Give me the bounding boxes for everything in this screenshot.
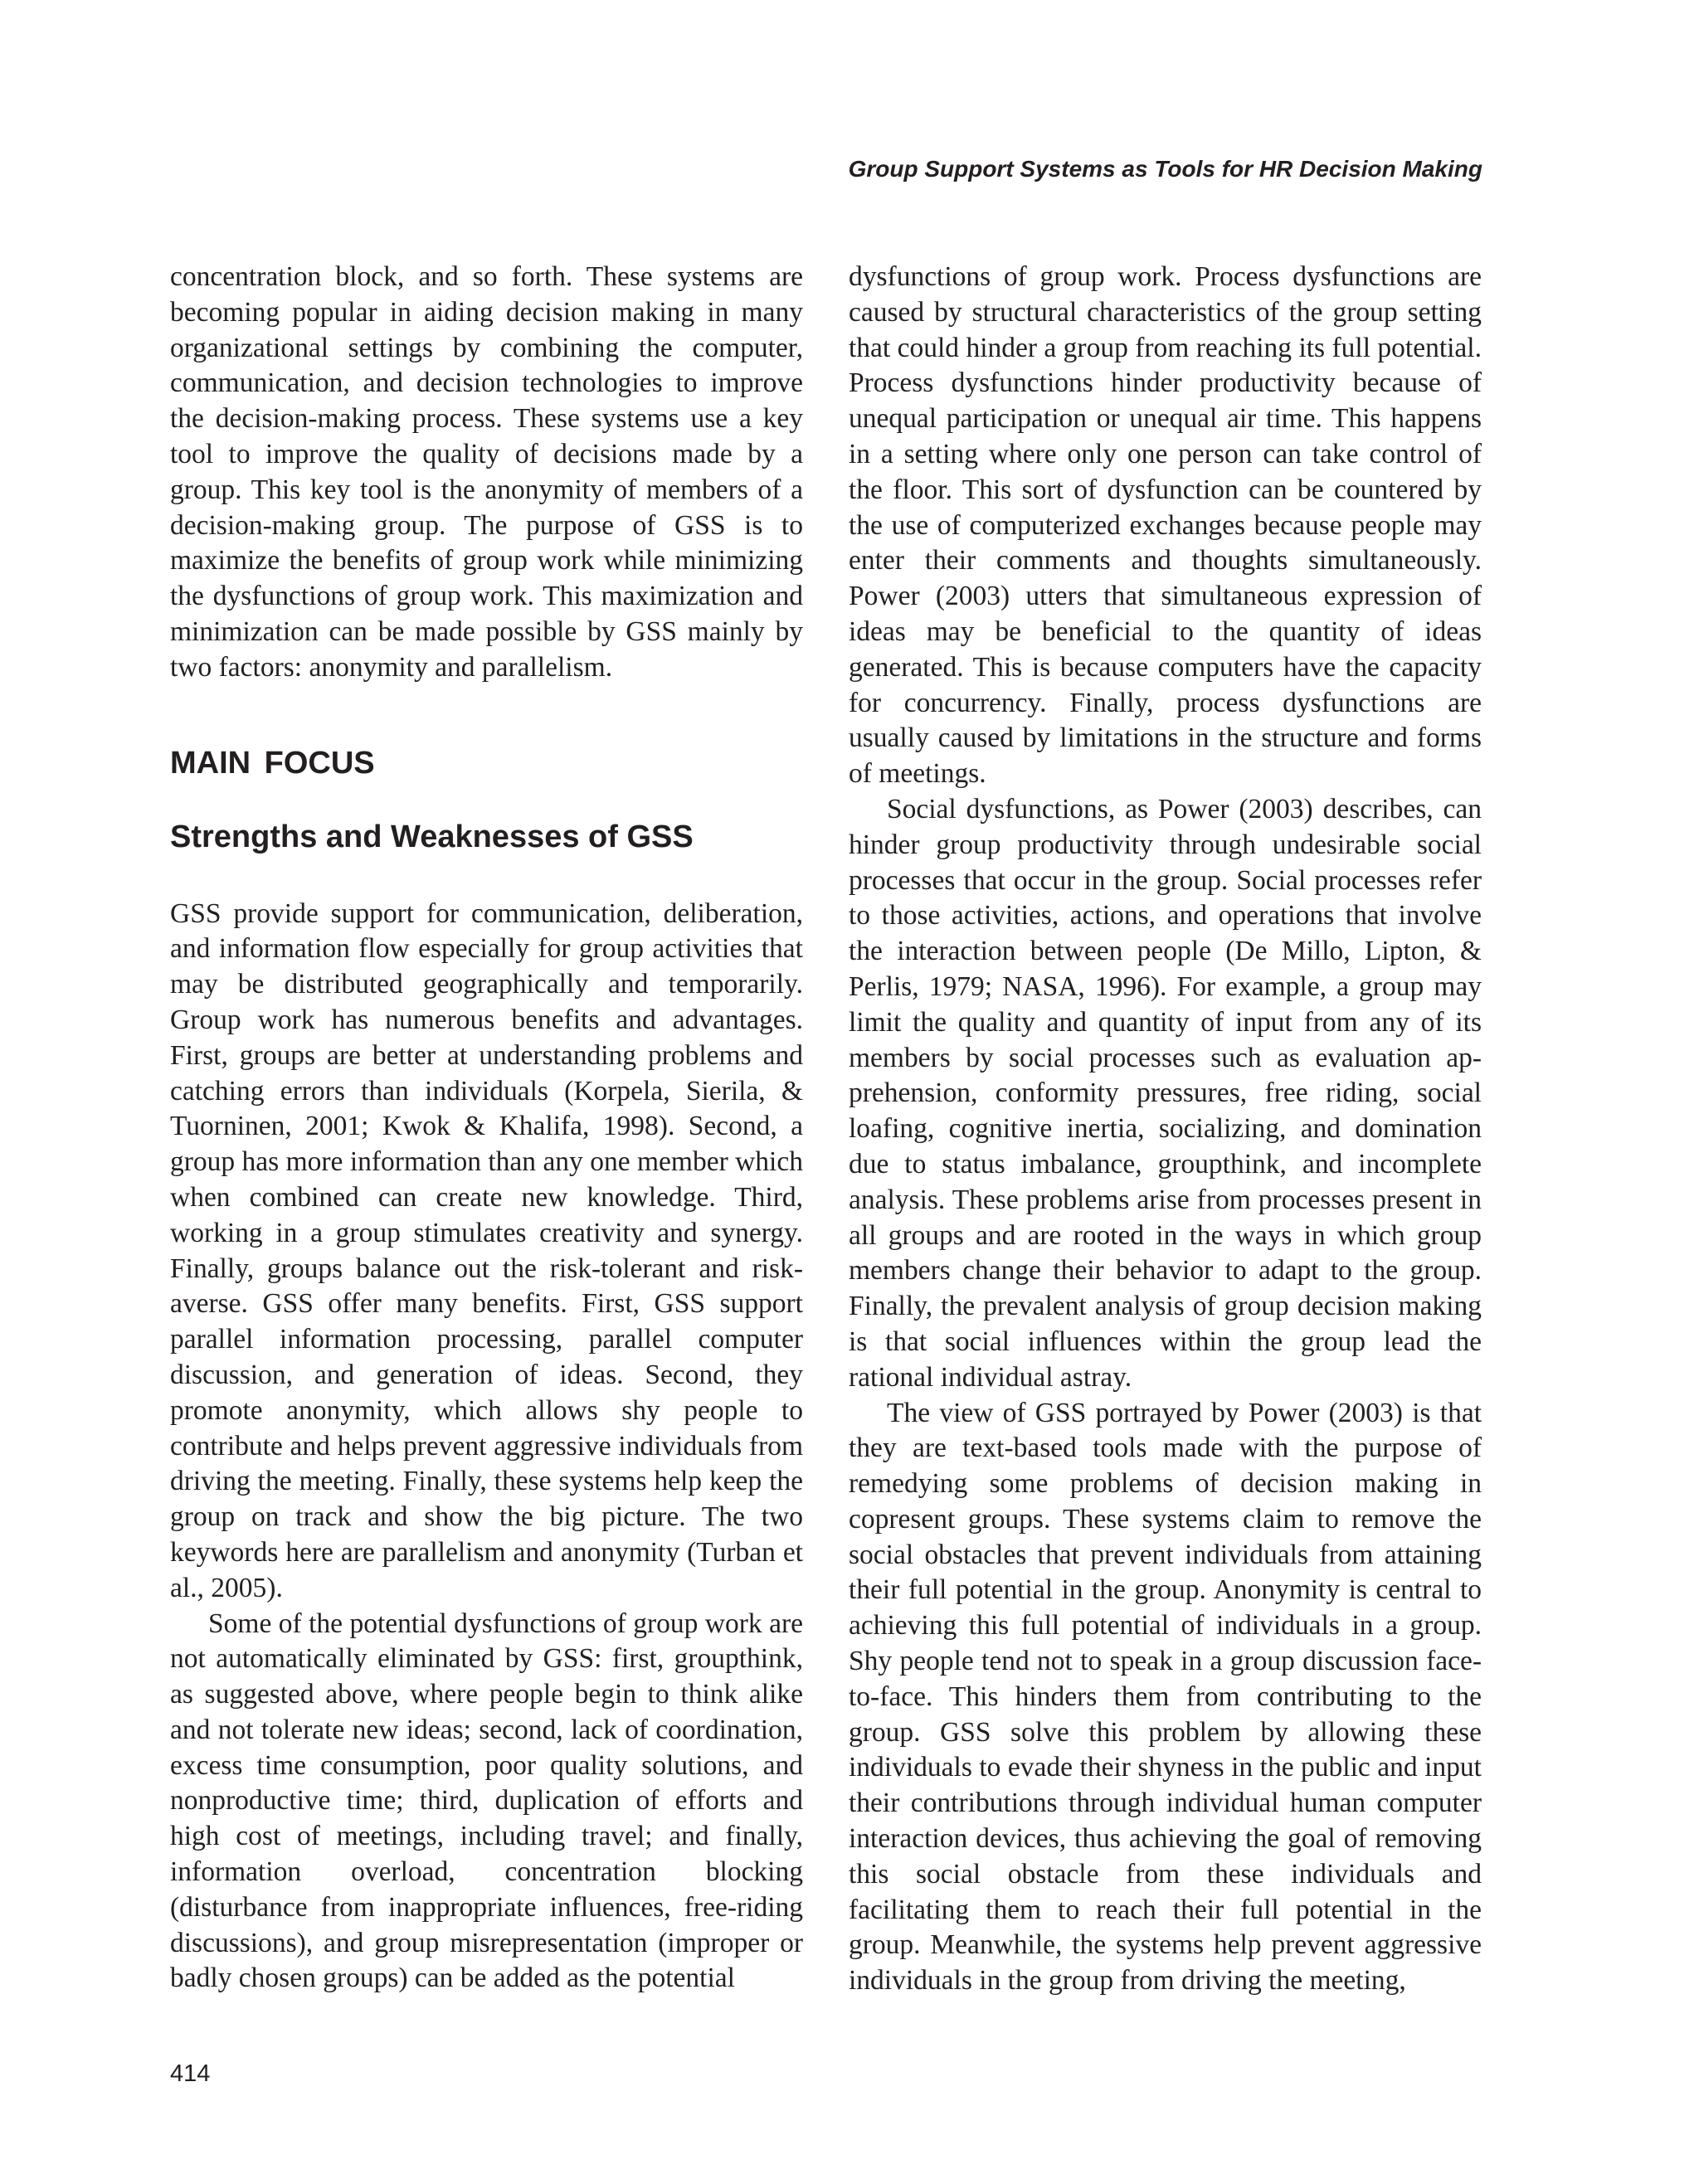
social-dysfunctions-paragraph: Social dysfunctions, as Power (2003) describes, can hinder group productivity through undesirable social processes that occur in the group. Social processes refer to those activities, actions, and operations that involve the interaction between people (De Millo, Lipton, & Perlis, 1979; NASA, 1996). For example, a group may limit the quality and quantity of input from any of its members by social processes such as evaluation apprehension, conformity pressures, free riding, social loafing, cognitive inertia, socializing, and domination due to status imbalance, groupthink, and incomplete analysis. These problems arise from processes present in all groups and are rooted in the ways in which group members change their behavior to adapt to the group. Finally, the prevalent analysis of group decision making is that social influences within the group lead the rational individual astray. — [849, 793, 1482, 1393]
left-column — [170, 260, 803, 1997]
right-column — [849, 260, 1482, 1999]
gss-view-paragraph: The view of GSS portrayed by Power (2003) is that they are text-based tools made with the purpose of remedying some problems of decision making in copresent groups. These systems claim to remove the social obstacles that prevent individuals from attaining their full potential in the group. Anonymity is central to achieving this full potential of individuals in a group. Shy people tend not to speak in a group discussion face-to-face. This hinders them from contributing to the group. GSS solve this problem by allowing these individuals to evade their shyness in the public and input their contributions through individual human computer interaction devices, thus achieving the goal of removing this social obstacle from these individuals and facilitating them to reach their full potential in the group. Meanwhile, the systems help prevent aggressive individuals in the group from driving the meeting, — [849, 1397, 1482, 1997]
process-dysfunctions-paragraph: dysfunctions of group work. Process dysfunctions are caused by structural characteristics of the group setting that could hinder a group from reaching its full potential. Process dysfunctions hinder productivity because of unequal participation or unequal air time. This happens in a setting where only one person can take control of the floor. This sort of dysfunction can be countered by the use of computerized exchanges because people may enter their comments and thoughts simultaneously. Power (2003) utters that simultaneous expression of ideas may be beneficial to the quantity of ideas generated. This is because computers have the capacity for concurrency. Finally, process dysfunctions are usually caused by limitations in the structure and forms of meetings. — [849, 261, 1482, 790]
intro-paragraph: concentration block, and so forth. These systems are becoming popular in aiding decision making in many organizational settings by combining the computer, communication, and decision technologies to improve the decision-making process. These systems use a key tool to improve the quality of decisions made by a group. This key tool is the anonymity of members of a decision-making group. The purpose of GSS is to maximize the benefits of group work while minimizing the dysfunctions of group work. This maximization and minimization can be made possible by GSS mainly by two factors: anonymity and parallelism. — [170, 261, 803, 683]
running-header-title: Group Support Systems as Tools for HR Decision Making — [848, 156, 1482, 182]
dysfunctions-paragraph: Some of the potential dysfunctions of group work are not automatically eliminated by GSS: first, groupthink, as suggested above, where people begin to think alike and not tolerate new ideas; second, lack of coordination, excess time consumption, poor quality solutions, and nonproductive time; third, duplication of efforts and high cost of meetings, including travel; and finally, information overload, concentration blocking (disturbance from inappropriate influences, free-riding discussions), and group misrepresentation (improper or badly chosen groups) can be added as the potential — [170, 1608, 803, 1994]
strengths-weaknesses-heading: Strengths and Weaknesses of GSS — [170, 819, 694, 854]
page-number: 414 — [170, 2060, 211, 2087]
gss-benefits-paragraph: GSS provide support for communication, deliberation, and information flow especially for group activities that may be distributed geographically and temporarily. Group work has numerous benefits and advantages. First, groups are better at understanding problems and catching errors than individuals (Korpela, Sierila, & Tuorninen, 2001; Kwok & Khalifa, 1998). Second, a group has more information than any one member which when combined can create new knowledge. Third, working in a group stimulates creativity and synergy. Finally, groups balance out the risk-tolerant and risk-averse. GSS offer many benefits. First, GSS support parallel information processing, parallel computer discussion, and generation of ideas. Second, they promote anonymity, which allows shy people to contribute and helps prevent aggressive individuals from driving the meeting. Finally, these systems help keep the group on track and show the big picture. The two keywords here are parallelism and anonymity (Turban et al., 2005). — [170, 897, 803, 1603]
main-focus-heading: MAIN FOCUS — [170, 745, 375, 781]
